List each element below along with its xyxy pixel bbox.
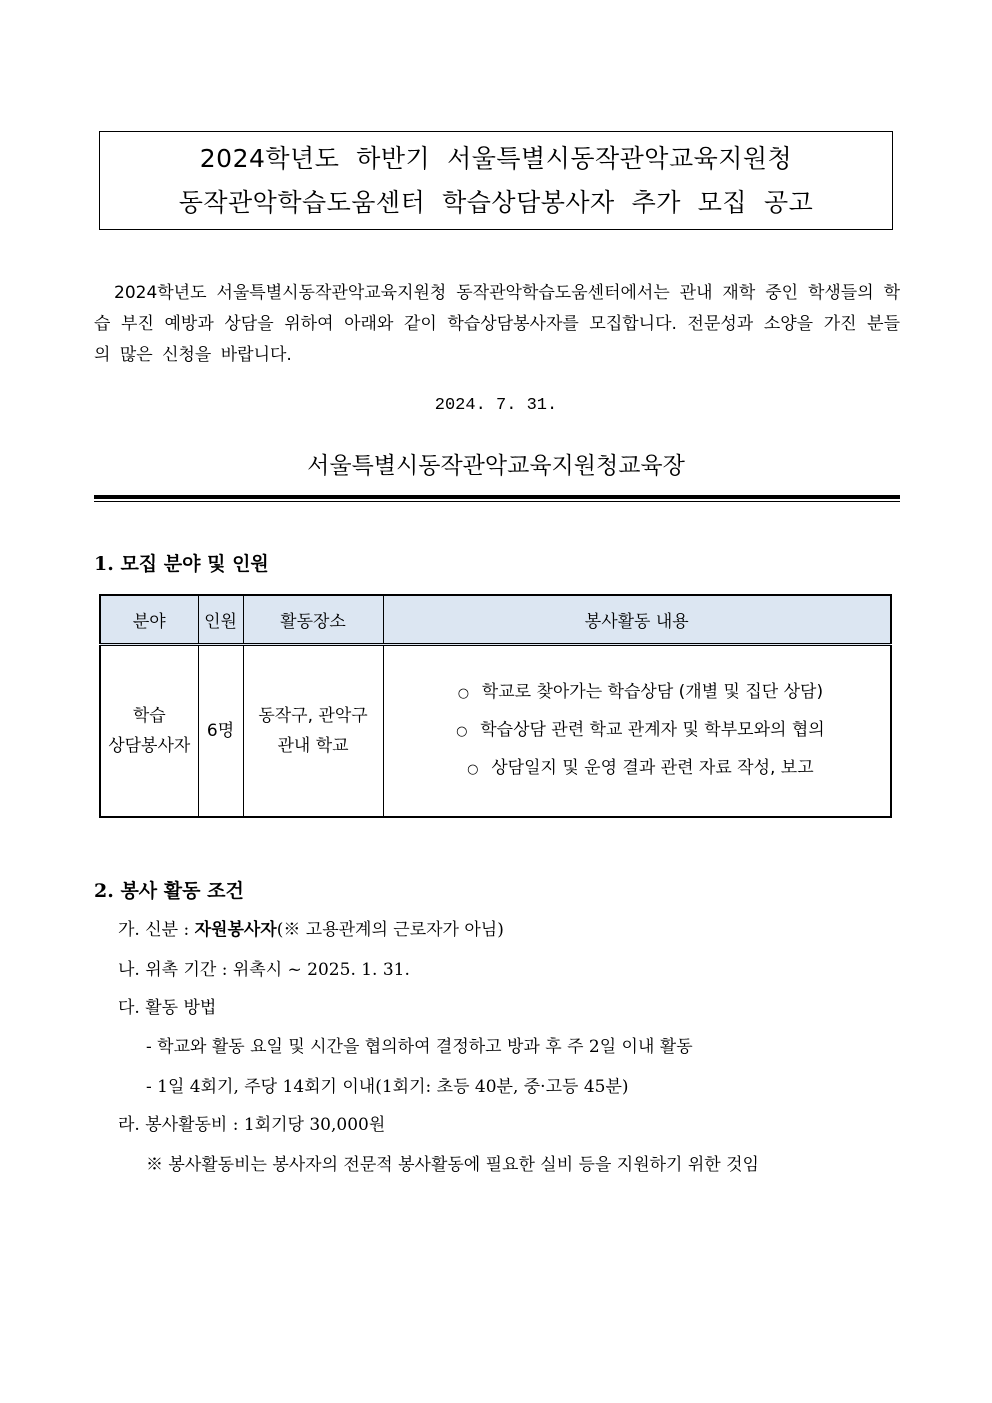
duty-text: 상담일지 및 운영 결과 관련 자료 작성, 보고 [491,758,814,778]
field-line-1: 학습 [132,706,166,726]
duty-text: 학교로 찾아가는 학습상담 (개별 및 집단 상담) [481,682,824,702]
cell-field [100,645,198,818]
method-item: - 학교와 활동 요일 및 시간을 협의하여 결정하고 방과 후 주 2일 이내 활동 [146,1037,693,1057]
circle-bullet-icon: ○ [456,724,468,739]
title-line-2: 동작관악학습도움센터 학습상담봉사자 추가 모집 공고 [178,187,814,217]
header-count: 인원 [198,595,243,645]
header-field: 분야 [100,595,198,645]
duty-item [384,712,891,750]
condition-method-label: 다. 활동 방법 [118,998,217,1018]
circle-bullet-icon: ○ [467,762,479,777]
fee-note: ※ 봉사활동비는 봉사자의 전문적 봉사활동에 필요한 실비 등을 지원하기 위한 것임 [146,1155,759,1175]
intro-paragraph: 2024학년도 서울특별시동작관악교육지원청 동작관악학습도움센터에서는 관내 재학 중인 학생들의 학습 부진 예방과 상담을 위하여 아래와 같이 학습상담봉사자를 모집합니다. 전문성과 소양을 가진 분들의 많은 신청을 바랍니다. [94,283,900,365]
circle-bullet-icon: ○ [457,686,470,701]
notice-title-box [99,131,893,230]
section-2-heading: 2. 봉사 활동 조건 [94,880,244,902]
header-place: 활동장소 [243,595,383,645]
table-header-row [100,595,891,645]
duty-text: 학습상담 관련 학교 관계자 및 학부모와의 협의 [480,720,825,740]
status-suffix: (※ 고용관계의 근로자가 아님) [276,920,504,940]
divider-thin [94,501,900,502]
duty-item [384,750,891,788]
condition-fee: 라. 봉사활동비 : 1회기당 30,000원 [118,1115,386,1135]
notice-date: 2024. 7. 31. [434,396,558,415]
place-line-2: 관내 학교 [277,736,349,756]
cell-place [243,645,383,818]
condition-status [118,915,504,940]
cell-count: 6명 [198,645,243,818]
field-line-2: 상담봉사자 [108,736,191,756]
table-row [100,645,891,818]
header-duties: 봉사활동 내용 [383,595,891,645]
duty-item [384,674,891,712]
status-bold: 자원봉사자 [194,920,277,940]
divider-thick [94,495,900,499]
method-item: - 1일 4회기, 주당 14회기 이내(1회기: 초등 40분, 중·고등 45분) [146,1077,629,1097]
section-1-heading: 1. 모집 분야 및 인원 [94,553,269,575]
issuer-name: 서울특별시동작관악교육지원청교육장 [307,453,685,479]
condition-period: 나. 위촉 기간 : 위촉시 ~ 2025. 1. 31. [118,960,410,980]
cell-duties [383,645,891,818]
status-prefix: 가. 신분 : [118,920,195,940]
title-line-1: 2024학년도 하반기 서울특별시동작관악교육지원청 [199,143,793,173]
place-line-1: 동작구, 관악구 [258,706,368,726]
recruitment-table [99,594,892,818]
